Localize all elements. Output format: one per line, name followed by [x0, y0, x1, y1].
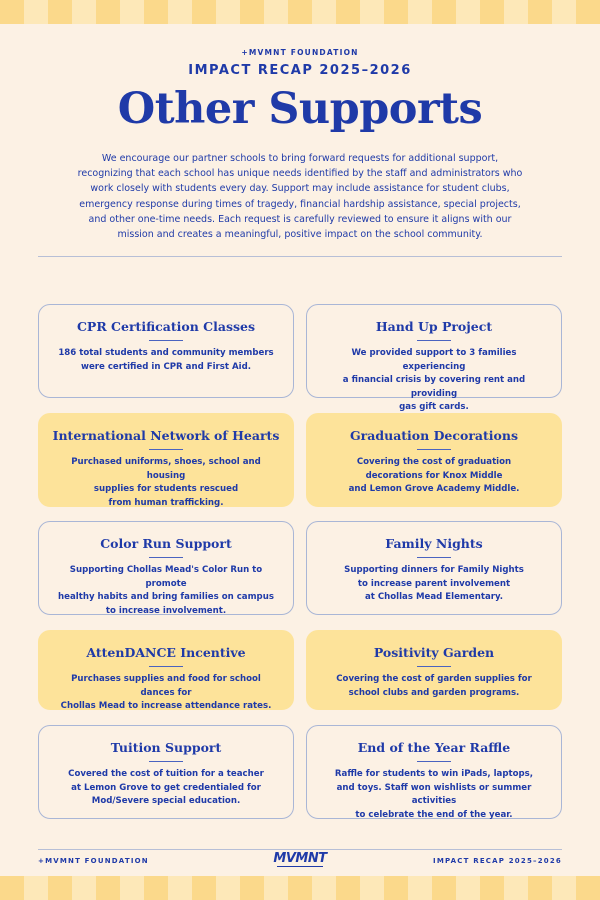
card-line-text: Covering the cost of graduation [356, 457, 512, 467]
card-line-text: decorations for Knox Middle [365, 470, 503, 481]
card-divider [417, 449, 451, 450]
card-attendance-incentive [38, 630, 294, 710]
card-line-text: Chollas Mead to increase attendance rates. [60, 701, 272, 712]
logo-wordmark: MVMNT [273, 851, 327, 866]
card-line-text: from human trafficking. [108, 497, 224, 508]
footer-recap-label: IMPACT RECAP 2025–2026 [433, 857, 562, 865]
recap-label: IMPACT RECAP 2025–2026 [188, 63, 412, 78]
card-divider [417, 340, 451, 341]
card-international-network-of-hearts [38, 413, 294, 507]
card-line-text: Raffle for students to win iPads, laptops, [334, 769, 534, 779]
card-line-text: to increase involvement. [105, 605, 227, 616]
card-body [307, 673, 561, 700]
footer-org-label: +MVMNT FOUNDATION [38, 857, 149, 865]
card-line-text: supplies for students rescued [93, 484, 239, 495]
card-divider [149, 449, 183, 450]
card-line-text: at Chollas Mead Elementary. [364, 592, 504, 603]
card-body [39, 456, 293, 510]
card-title: Graduation Decorations [350, 428, 518, 443]
card-divider [149, 340, 183, 341]
card-color-run-support [38, 521, 294, 615]
card-line-text: Supporting Chollas Mead's Color Run to promote [69, 565, 263, 589]
card-body [307, 768, 561, 822]
card-divider [417, 666, 451, 667]
card-family-nights [306, 521, 562, 615]
card-line-text: Supporting dinners for Family Nights [344, 565, 524, 575]
card-line-text: Covered the cost of tuition for a teacher [68, 769, 264, 779]
card-line-text: Purchases supplies and food for school dances for [71, 674, 261, 698]
card-title: AttenDANCE Incentive [86, 645, 246, 660]
card-line-text: were certified in CPR and First Aid. [81, 361, 251, 372]
card-line-text: to celebrate the end of the year. [355, 809, 513, 820]
divider [38, 256, 562, 257]
card-title: International Network of Hearts [52, 428, 280, 443]
card-line-text: and Lemon Grove Academy Middle. [348, 484, 520, 495]
page-title: Other Supports [117, 84, 483, 134]
bottom-stripe-border [0, 876, 600, 900]
card-divider [149, 761, 183, 762]
card-line-text: Covering the cost of garden supplies for [336, 674, 532, 684]
intro-paragraph: We encourage our partner schools to bring forward requests for additional support, recognizing that each school has unique needs identified by the staff and administrators who work closely with students every day. Support may include assistance for student clubs, emergency response during times of tragedy, financial hardship assistance, special projects, and other one-time needs. Each request is carefully reviewed to ensure it aligns with our mission and creates a meaningful, positive impact on the school community. [77, 153, 523, 241]
logo-underline [277, 866, 323, 867]
card-line-text: 186 total students and community members [58, 348, 274, 358]
card-line-text: and toys. Staff won wishlists or summer activities [336, 782, 532, 807]
card-title: Family Nights [385, 536, 483, 551]
card-line-text: at Lemon Grove to get credentialed for [71, 782, 261, 793]
card-line-text: gas gift cards. [399, 402, 469, 413]
card-divider [417, 761, 451, 762]
card-line-text: We provided support to 3 families experiencing [351, 348, 517, 372]
card-title: Color Run Support [100, 536, 232, 551]
card-title: Hand Up Project [375, 319, 493, 334]
card-divider [149, 666, 183, 667]
card-body [39, 768, 293, 809]
card-body [307, 456, 561, 497]
card-title: Tuition Support [110, 740, 222, 755]
card-body [39, 673, 293, 714]
card-line-text: a financial crisis by covering rent and providing [342, 375, 526, 399]
card-body [39, 347, 293, 374]
card-divider [149, 557, 183, 558]
card-line-text: Purchased uniforms, shoes, school and housing [71, 457, 261, 481]
card-line-text: to increase parent involvement [357, 578, 511, 589]
top-stripe-border [0, 0, 600, 24]
card-tuition-support [38, 725, 294, 819]
card-title: Positivity Garden [373, 645, 495, 660]
card-body [307, 347, 561, 415]
card-hand-up-project [306, 304, 562, 413]
footer-divider [38, 849, 562, 850]
card-body [307, 564, 561, 605]
card-line-text: healthy habits and bring families on campus [58, 592, 274, 603]
org-label: +MVMNT FOUNDATION [241, 48, 359, 57]
card-cpr-certification [38, 304, 294, 398]
card-line-text: Mod/Severe special education. [91, 796, 241, 807]
card-body [39, 564, 293, 618]
card-title: End of the Year Raffle [357, 740, 511, 755]
card-divider [417, 557, 451, 558]
card-graduation-decorations [306, 413, 562, 507]
card-positivity-garden [306, 630, 562, 710]
card-end-of-year-raffle [306, 725, 562, 819]
card-title: CPR Certification Classes [76, 319, 256, 334]
card-line-text: school clubs and garden programs. [348, 687, 520, 698]
